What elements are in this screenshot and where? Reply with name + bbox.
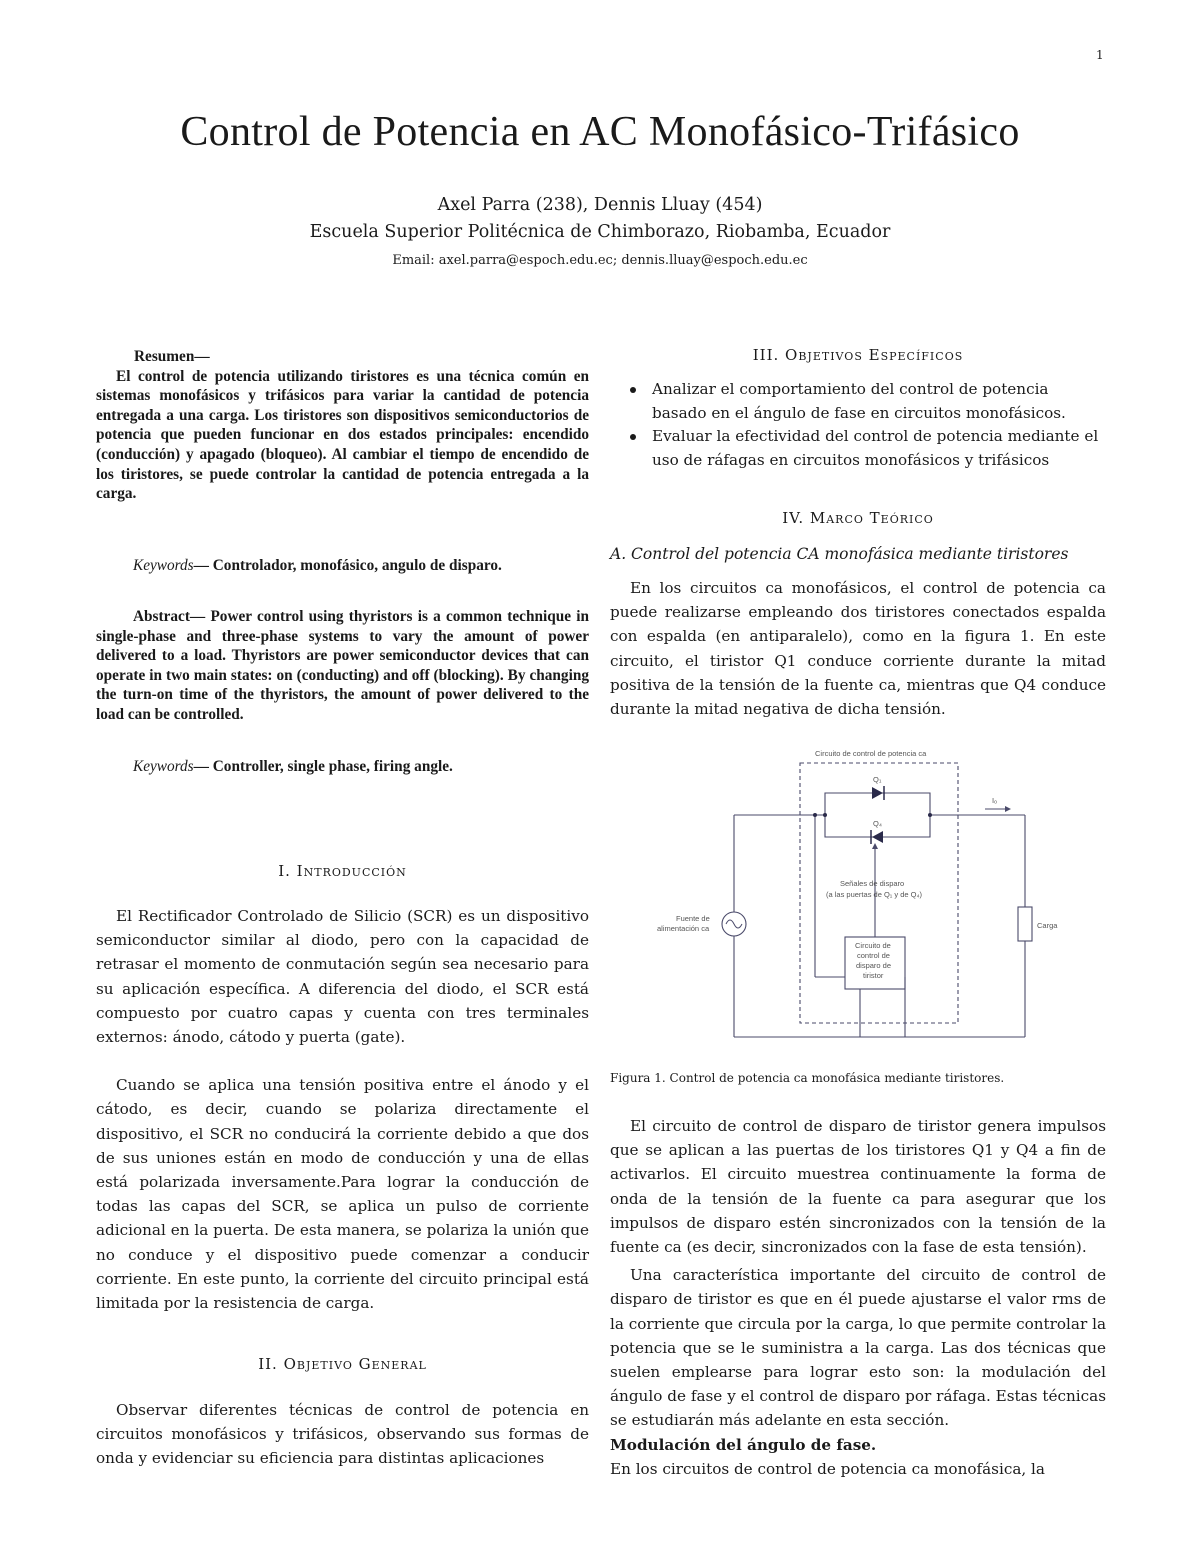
arrow-up-icon (872, 843, 878, 849)
label-control-4: tiristor (863, 971, 884, 980)
objective-text: Evaluar la efectividad del control de potencia mediante el uso de ráfagas en circuitos monofásicos y trifásicos (652, 427, 1099, 469)
email: Email: axel.parra@espoch.edu.ec; dennis.lluay@espoch.edu.ec (392, 253, 808, 268)
list-item (624, 425, 1106, 472)
label-q1: Q₁ (873, 775, 882, 784)
section-title-marco-teorico: IV. Marco Teórico (782, 509, 934, 527)
section-title-objetivos-especificos: III. Objetivos Específicos (752, 346, 964, 364)
intro-paragraph-2: Cuando se aplica una tensión positiva entre el ánodo y el cátodo, es decir, cuando se polariza directamente el dispositivo, el SCR no conducirá la corriente debido a que dos de sus uniones están en modo de conducción y una de ellas está polarizada inversamente.Para lograr la conducción de todas las capas del SCR, se aplica un pulso de corriente adicional en la puerta. De esta manera, se polariza la unión que no conduce y el dispositivo puede comenzar a conducir corriente. En este punto, la corriente del circuito principal está limitada por la resistencia de carga. (96, 1076, 589, 1313)
keywords-es-label: Keywords (133, 557, 194, 574)
circuit-diagram (640, 745, 1080, 1050)
thyristor-q1-branch (825, 793, 930, 815)
junction-dot (823, 813, 827, 817)
label-control-3: disparo de (856, 961, 892, 970)
authors: Axel Parra (238), Dennis Lluay (454) (437, 195, 763, 215)
arrow-head-icon (1005, 806, 1011, 812)
resumen-heading: Resumen— (134, 348, 210, 365)
list-item (624, 378, 1106, 425)
paper-title: Control de Potencia en AC Monofásico-Trifásico (180, 109, 1020, 155)
label-signals-2: (a las puertas de Q₁ y de Q₄) (826, 890, 923, 899)
subsection-title: A. Control del potencia CA monofásica mediante tiristores (610, 545, 1069, 563)
label-load: Carga (1037, 921, 1058, 930)
label-control-1: Circuito de (855, 941, 891, 950)
bullet-icon (630, 434, 636, 440)
figure-caption: Figura 1. Control de potencia ca monofásica mediante tiristores. (610, 1071, 1005, 1085)
general-paragraph: Observar diferentes técnicas de control de potencia en circuitos monofásicos y trifásicos, observando sus formas de onda y evidenciar su eficiencia para distintas aplicaciones (96, 1401, 589, 1468)
marco-paragraph-1: En los circuitos ca monofásicos, el control de potencia ca puede realizarse empleando dos tiristores conectados espalda con espalda (en antiparalelo), como en la figura 1. En este circuito, el tiristor Q1 conduce corriente durante la mitad positiva de la tensión de la fuente ca, mientras que Q4 conduce durante la mitad negativa de dicha tensión. (610, 579, 1106, 719)
label-box-title: Circuito de control de potencia ca (815, 749, 927, 758)
intro-paragraph-1: El Rectificador Controlado de Silicio (SCR) es un dispositivo semiconductor similar al diodo, pero con la capacidad de retrasar el momento de conmutación según sea necesario para su aplicación específica. A diferencia del diodo, el SCR está compuesto por cuatro capas y cuenta con tres terminales externos: ánodo, cátodo y puerta (gate). (96, 907, 589, 1047)
resumen-block (96, 347, 589, 504)
page-number: 1 (1096, 48, 1104, 62)
section-title-objetivo-general: II. Objetivo General (258, 1355, 427, 1373)
section-title-introduccion: I. Introducción (278, 862, 407, 880)
label-control-2: control de (857, 951, 890, 960)
abstract-paragraph (96, 607, 589, 725)
resumen-text: El control de potencia utilizando tiristores es una técnica común en sistemas monofásicos y trifásicos para variar la cantidad de potencia entregada a una carga. Los tiristores son dispositivos semiconductorios de potencia que pueden funcionar en dos estados principales: encendido (conducción) y apagado (bloqueo). Al cambiar el tiempo de encendido de los tiristores, se puede controlar la cantidad de potencia entregada a la carga. (96, 367, 589, 503)
junction-dot (813, 813, 817, 817)
keywords-es-text: — Controlador, monofásico, angulo de disparo. (193, 557, 502, 574)
marco-paragraph-3: Una característica importante del circuito de control de disparo de tiristor es que en él puede ajustarse el valor rms de la corriente que circula por la carga, lo que permite controlar la potencia que se le suministra a la carga. Las dos técnicas que suelen emplearse para lograr esto son: la modulación del ángulo de fase y el control de disparo por ráfaga. Estas técnicas se estudiarán más adelante en esta sección. (610, 1266, 1106, 1430)
modulacion-heading: Modulación del ángulo de fase. (610, 1435, 877, 1454)
label-source-1: Fuente de (676, 914, 710, 923)
affiliation: Escuela Superior Politécnica de Chimborazo, Riobamba, Ecuador (309, 222, 891, 242)
objective-text: Analizar el comportamiento del control de potencia basado en el ángulo de fase en circuitos monofásicos. (652, 380, 1066, 422)
label-signals-1: Señales de disparo (840, 879, 905, 888)
abstract-text: Power control using thyristors is a common technique in single-phase and three-phase systems to vary the amount of power delivered to a load. Thyristors are power semiconductor devices that can operate in two main states: on (conducting) and off (blocking). By changing the turn-on time of the thyristors, the amount of power delivered to the load can be controlled. (96, 608, 589, 723)
keywords-en-text: — Controller, single phase, firing angle. (193, 758, 453, 775)
junction-dot (928, 813, 932, 817)
abstract-heading: Abstract— (133, 608, 206, 625)
keywords-en-label: Keywords (133, 758, 194, 775)
objectives-list (624, 378, 1106, 472)
marco-paragraph-2: El circuito de control de disparo de tiristor genera impulsos que se aplican a las puertas de los tiristores Q1 y Q4 a fin de activarlos. El circuito muestrea continuamente la forma de onda de la tensión de la fuente ca para asegurar que los impulsos de disparo estén sincronizados con la tensión de la fuente ca (es decir, sincronizados con la fase de esta tensión). (610, 1117, 1106, 1257)
bullet-icon (630, 387, 636, 393)
thyristor-q4-icon (872, 831, 883, 843)
abstract-block (96, 607, 589, 725)
marco-body-2 (610, 1114, 1106, 1481)
intro-body (96, 904, 589, 1315)
keywords-en (133, 758, 453, 776)
general-body (96, 1398, 589, 1471)
marco-body-1 (610, 576, 1106, 721)
keywords-es (133, 557, 502, 575)
label-current: Iₒ (992, 796, 997, 805)
load-resistor (1018, 907, 1032, 941)
thyristor-q1-icon (872, 787, 883, 799)
label-q4: Q₄ (873, 819, 882, 828)
marco-paragraph-4: En los circuitos de control de potencia ca monofásica, la (610, 1459, 1045, 1478)
label-source-2: alimentación ca (657, 924, 710, 933)
